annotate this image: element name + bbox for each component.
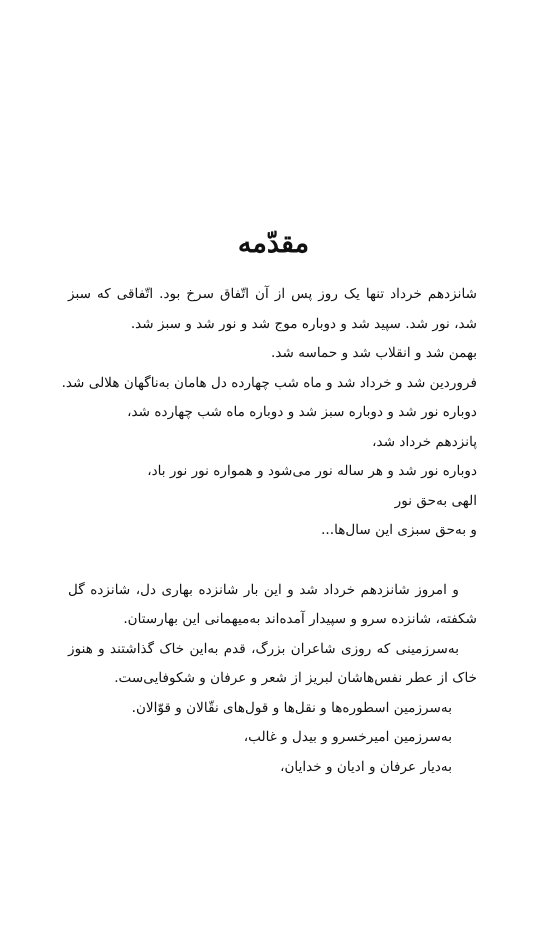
text-line: فروردین شد و خرداد شد و ماه شب چهارده دل هامان به‌ناگهان هلالی شد.	[61, 374, 477, 391]
text-line: شانزدهم خرداد تنها یک روز پس از آن اتّفاق سرخ بود. اتّفاقی که سبز	[68, 286, 477, 302]
text-line: دوباره نور شد و دوباره سبز شد و دوباره ماه شب چهارده شد،	[127, 404, 477, 420]
text-line: به‌سرزمین اسطوره‌ها و نقل‌ها و قول‌های نقّالان و قوّالان.	[131, 699, 452, 716]
text-line: و امروز شانزدهم خرداد شد و این بار شانزده بهاری دل، شانزده گل	[68, 581, 459, 598]
page-title: مقدّمه	[237, 228, 310, 259]
text-line: خاک از عطر نفس‌هاشان لبریز از شعر و عرفان و شکوفایی‌ست.	[114, 670, 477, 686]
text-line: دوباره نور شد و هر ساله نور می‌شود و همواره نور نور باد،	[147, 463, 477, 479]
text-line: به‌سرزمینی که روزی شاعران بزرگ، قدم به‌این خاک گذاشتند و هنوز	[68, 640, 459, 657]
text-line: و به‌حق سبزی این سال‌ها...	[321, 522, 477, 538]
text-line: به‌دیار عرفان و ادیان و خدایان،	[280, 758, 452, 775]
paragraph-gap	[68, 546, 477, 576]
text-line: شکفته، شانزده سرو و سپیدار آمده‌اند به‌میهمانی این بهارستان.	[123, 611, 477, 627]
text-line: پانزدهم خرداد شد،	[372, 433, 477, 450]
text-line: به‌سرزمین امیرخسرو و بیدل و غالب،	[243, 729, 452, 745]
text-line: بهمن شد و انقلاب شد و حماسه شد.	[271, 345, 477, 361]
text-line: شد، نور شد. سپید شد و دوباره موج شد و نور شد و سبز شد.	[130, 315, 477, 332]
text-line: الهی به‌حق نور	[394, 492, 477, 509]
body-text	[61, 280, 477, 782]
